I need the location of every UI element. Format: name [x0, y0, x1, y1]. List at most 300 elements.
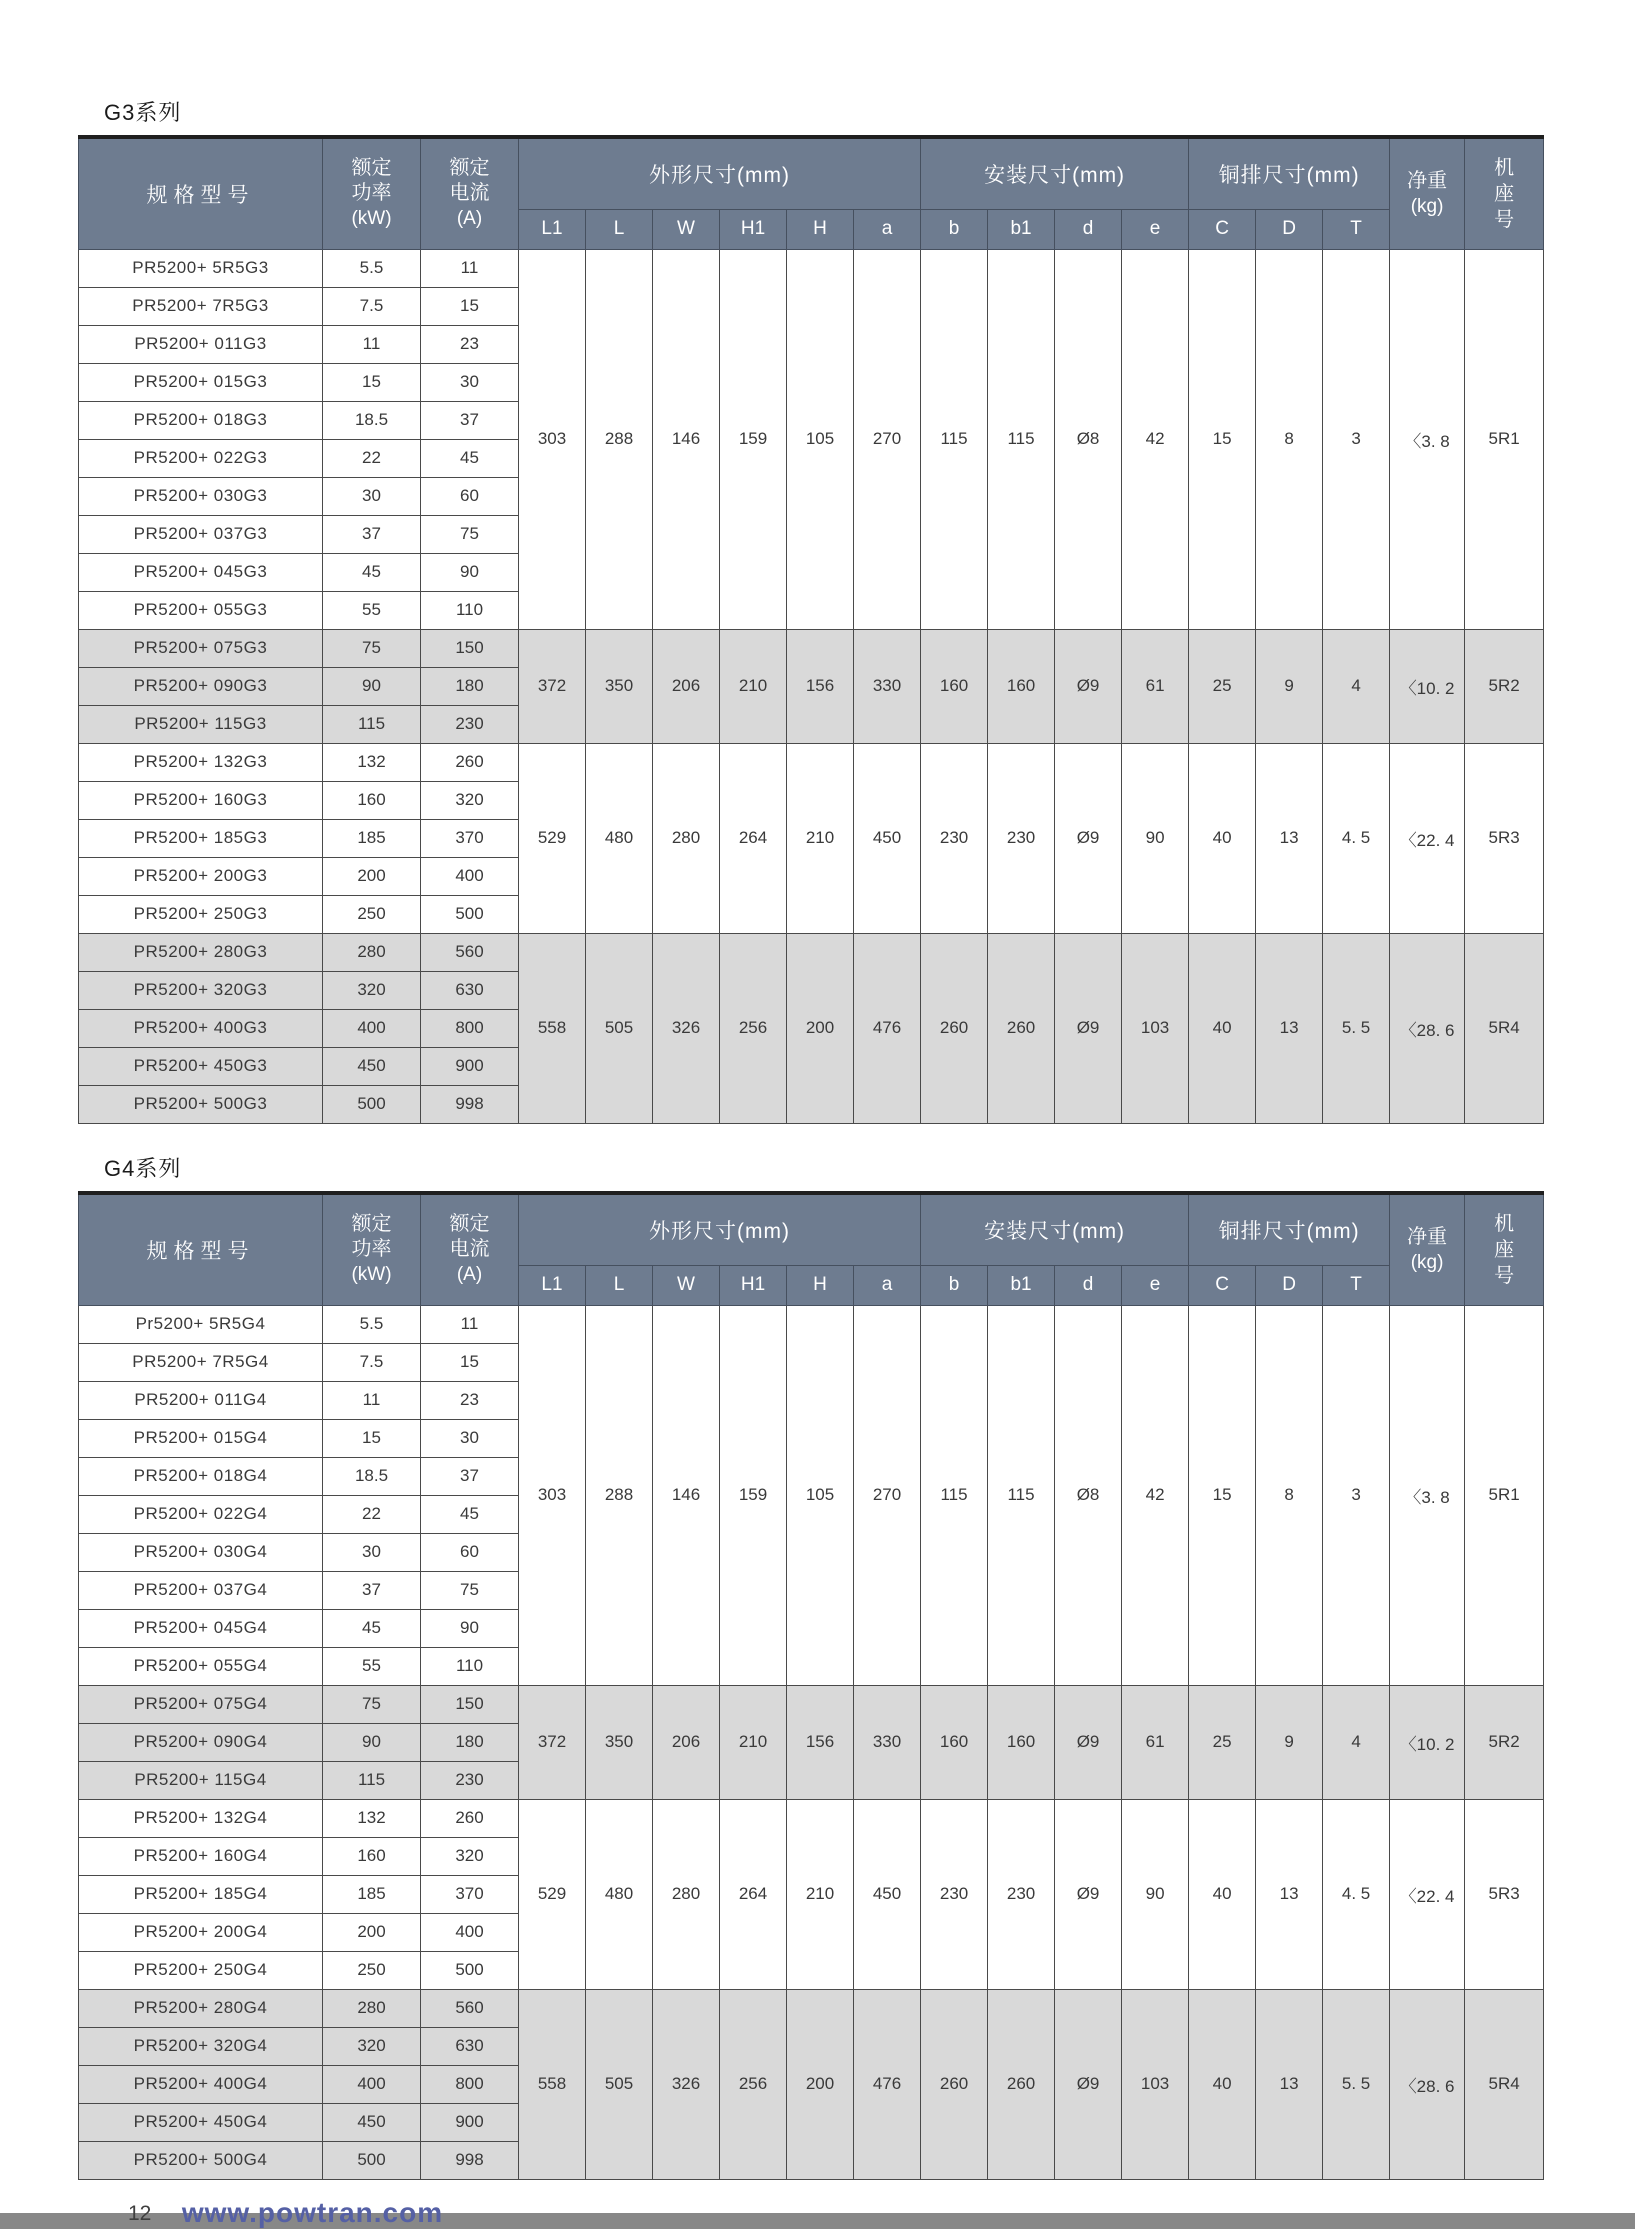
- model-cell: PR5200+ 500G4: [79, 2141, 323, 2179]
- col-header-h1: H1: [720, 1265, 787, 1305]
- merged-dim-cell: 256: [720, 1989, 787, 2179]
- model-cell: PR5200+ 160G3: [79, 781, 323, 819]
- current-cell: 500: [421, 895, 519, 933]
- current-cell: 60: [421, 1533, 519, 1571]
- col-header-w: W: [653, 1265, 720, 1305]
- model-cell: PR5200+ 090G4: [79, 1723, 323, 1761]
- merged-dim-cell: 8: [1256, 1305, 1323, 1685]
- col-header-net-weight: [1390, 137, 1465, 249]
- col-header-d: D: [1256, 209, 1323, 249]
- col-header-net-weight-line: (kg): [1410, 195, 1444, 217]
- col-header-d: d: [1055, 209, 1122, 249]
- merged-dim-cell: 200: [787, 1989, 854, 2179]
- merged-dim-cell: 206: [653, 629, 720, 743]
- col-header-h: H: [787, 1265, 854, 1305]
- merged-dim-cell: 256: [720, 933, 787, 1123]
- current-cell: 260: [421, 1799, 519, 1837]
- col-header-b: b: [921, 209, 988, 249]
- current-cell: 998: [421, 1085, 519, 1123]
- merged-dim-cell: 210: [720, 629, 787, 743]
- power-cell: 250: [323, 1951, 421, 1989]
- col-header-l1: L1: [519, 1265, 586, 1305]
- merged-dim-cell: 160: [988, 629, 1055, 743]
- power-cell: 45: [323, 1609, 421, 1647]
- merged-dim-cell: 146: [653, 1305, 720, 1685]
- merged-dim-cell: 326: [653, 933, 720, 1123]
- merged-dim-cell: 9: [1256, 1685, 1323, 1799]
- current-cell: 90: [421, 553, 519, 591]
- current-cell: 800: [421, 2065, 519, 2103]
- current-cell: 11: [421, 249, 519, 287]
- merged-dim-cell: 115: [988, 1305, 1055, 1685]
- merged-dim-cell: 210: [720, 1685, 787, 1799]
- merged-dim-cell: Ø9: [1055, 743, 1122, 933]
- model-cell: PR5200+ 450G4: [79, 2103, 323, 2141]
- table-row: [79, 1685, 1544, 1723]
- merged-dim-cell: Ø8: [1055, 1305, 1122, 1685]
- merged-dim-cell: 〈10. 2: [1390, 1685, 1465, 1799]
- model-cell: PR5200+ 030G4: [79, 1533, 323, 1571]
- merged-dim-cell: 288: [586, 249, 653, 629]
- model-cell: PR5200+ 115G4: [79, 1761, 323, 1799]
- merged-dim-cell: 4. 5: [1323, 1799, 1390, 1989]
- current-cell: 260: [421, 743, 519, 781]
- power-cell: 55: [323, 591, 421, 629]
- merged-dim-cell: 280: [653, 1799, 720, 1989]
- table-row: [79, 933, 1544, 971]
- current-cell: 370: [421, 1875, 519, 1913]
- current-cell: 230: [421, 1761, 519, 1799]
- merged-dim-cell: 〈3. 8: [1390, 249, 1465, 629]
- col-header-l: L: [586, 1265, 653, 1305]
- power-cell: 11: [323, 1381, 421, 1419]
- merged-dim-cell: 326: [653, 1989, 720, 2179]
- merged-dim-cell: 270: [854, 1305, 921, 1685]
- merged-dim-cell: 25: [1189, 629, 1256, 743]
- power-cell: 7.5: [323, 287, 421, 325]
- model-cell: PR5200+ 280G4: [79, 1989, 323, 2027]
- current-cell: 560: [421, 933, 519, 971]
- power-cell: 280: [323, 1989, 421, 2027]
- g3-section: [78, 96, 1544, 1124]
- merged-dim-cell: 288: [586, 1305, 653, 1685]
- merged-dim-cell: 40: [1189, 1989, 1256, 2179]
- merged-dim-cell: 5R4: [1465, 933, 1544, 1123]
- current-cell: 75: [421, 515, 519, 553]
- col-header-rated-power-line: 额定: [351, 157, 392, 180]
- merged-dim-cell: 280: [653, 743, 720, 933]
- merged-dim-cell: 529: [519, 743, 586, 933]
- merged-dim-cell: 476: [854, 933, 921, 1123]
- current-cell: 23: [421, 1381, 519, 1419]
- model-cell: PR5200+ 018G4: [79, 1457, 323, 1495]
- model-cell: Pr5200+ 5R5G4: [79, 1305, 323, 1343]
- merged-dim-cell: 505: [586, 933, 653, 1123]
- power-cell: 500: [323, 1085, 421, 1123]
- header-row-groups: [79, 137, 1544, 209]
- power-cell: 37: [323, 1571, 421, 1609]
- merged-dim-cell: 115: [988, 249, 1055, 629]
- merged-dim-cell: 25: [1189, 1685, 1256, 1799]
- model-cell: PR5200+ 400G3: [79, 1009, 323, 1047]
- col-header-frame-size-line: 号: [1494, 208, 1515, 231]
- table-row: [79, 629, 1544, 667]
- merged-dim-cell: 303: [519, 249, 586, 629]
- model-cell: PR5200+ 132G4: [79, 1799, 323, 1837]
- merged-dim-cell: 450: [854, 1799, 921, 1989]
- col-header-model: 规格型号: [79, 137, 323, 249]
- col-header-rated-current: [421, 1193, 519, 1305]
- merged-dim-cell: 206: [653, 1685, 720, 1799]
- merged-dim-cell: 42: [1122, 249, 1189, 629]
- model-cell: PR5200+ 160G4: [79, 1837, 323, 1875]
- merged-dim-cell: 〈10. 2: [1390, 629, 1465, 743]
- current-cell: 90: [421, 1609, 519, 1647]
- col-header-mounting-dims: 安装尺寸(mm): [921, 1193, 1189, 1265]
- merged-dim-cell: 105: [787, 249, 854, 629]
- table-body: [79, 1305, 1544, 2179]
- current-cell: 900: [421, 2103, 519, 2141]
- power-cell: 90: [323, 667, 421, 705]
- g3-series-title: G3系列: [104, 100, 182, 125]
- power-cell: 185: [323, 819, 421, 857]
- current-cell: 370: [421, 819, 519, 857]
- power-cell: 22: [323, 1495, 421, 1533]
- page-footer: [128, 2197, 443, 2229]
- col-header-a: a: [854, 1265, 921, 1305]
- col-header-rated-power-line: 功率: [351, 182, 392, 205]
- current-cell: 180: [421, 1723, 519, 1761]
- table-body: [79, 249, 1544, 1123]
- page-number: 12: [128, 2202, 152, 2225]
- col-header-busbar-dims: 铜排尺寸(mm): [1189, 1193, 1390, 1265]
- merged-dim-cell: 230: [921, 743, 988, 933]
- col-header-d: D: [1256, 1265, 1323, 1305]
- merged-dim-cell: 115: [921, 249, 988, 629]
- current-cell: 150: [421, 629, 519, 667]
- model-cell: PR5200+ 450G3: [79, 1047, 323, 1085]
- merged-dim-cell: 5. 5: [1323, 933, 1390, 1123]
- power-cell: 15: [323, 1419, 421, 1457]
- col-header-frame-size-line: 机: [1494, 1212, 1515, 1235]
- col-header-e: e: [1122, 209, 1189, 249]
- model-cell: PR5200+ 320G4: [79, 2027, 323, 2065]
- g4-spec-table: [78, 1191, 1544, 2180]
- power-cell: 5.5: [323, 1305, 421, 1343]
- power-cell: 75: [323, 629, 421, 667]
- power-cell: 55: [323, 1647, 421, 1685]
- merged-dim-cell: 260: [988, 1989, 1055, 2179]
- merged-dim-cell: 5R2: [1465, 1685, 1544, 1799]
- merged-dim-cell: 480: [586, 1799, 653, 1989]
- model-cell: PR5200+ 090G3: [79, 667, 323, 705]
- model-cell: PR5200+ 400G4: [79, 2065, 323, 2103]
- g4-series-title: G4系列: [104, 1156, 182, 1181]
- current-cell: 30: [421, 363, 519, 401]
- model-cell: PR5200+ 132G3: [79, 743, 323, 781]
- col-header-c: C: [1189, 209, 1256, 249]
- merged-dim-cell: 105: [787, 1305, 854, 1685]
- model-cell: PR5200+ 075G3: [79, 629, 323, 667]
- merged-dim-cell: 160: [921, 629, 988, 743]
- merged-dim-cell: 5R1: [1465, 1305, 1544, 1685]
- merged-dim-cell: 5R2: [1465, 629, 1544, 743]
- power-cell: 15: [323, 363, 421, 401]
- col-header-mounting-dims: 安装尺寸(mm): [921, 137, 1189, 209]
- model-cell: PR5200+ 011G3: [79, 325, 323, 363]
- model-cell: PR5200+ 250G3: [79, 895, 323, 933]
- col-header-frame-size-line: 座: [1494, 1238, 1515, 1261]
- merged-dim-cell: 13: [1256, 743, 1323, 933]
- power-cell: 115: [323, 705, 421, 743]
- merged-dim-cell: 505: [586, 1989, 653, 2179]
- merged-dim-cell: 330: [854, 1685, 921, 1799]
- col-header-rated-power: [323, 137, 421, 249]
- col-header-w: W: [653, 209, 720, 249]
- power-cell: 37: [323, 515, 421, 553]
- col-header-rated-power-line: 功率: [351, 1238, 392, 1261]
- col-header-t: T: [1323, 1265, 1390, 1305]
- power-cell: 280: [323, 933, 421, 971]
- current-cell: 15: [421, 1343, 519, 1381]
- model-cell: PR5200+ 045G3: [79, 553, 323, 591]
- power-cell: 400: [323, 1009, 421, 1047]
- merged-dim-cell: 230: [988, 743, 1055, 933]
- col-header-rated-current-line: 额定: [449, 157, 490, 180]
- merged-dim-cell: 264: [720, 1799, 787, 1989]
- current-cell: 45: [421, 1495, 519, 1533]
- col-header-b1: b1: [988, 209, 1055, 249]
- power-cell: 30: [323, 477, 421, 515]
- website-text: www.powtran.com: [181, 2197, 444, 2228]
- merged-dim-cell: 330: [854, 629, 921, 743]
- merged-dim-cell: 5R3: [1465, 743, 1544, 933]
- merged-dim-cell: 61: [1122, 1685, 1189, 1799]
- col-header-busbar-dims: 铜排尺寸(mm): [1189, 137, 1390, 209]
- merged-dim-cell: 303: [519, 1305, 586, 1685]
- merged-dim-cell: 90: [1122, 1799, 1189, 1989]
- merged-dim-cell: 200: [787, 933, 854, 1123]
- col-header-rated-power-line: (kW): [351, 1264, 392, 1286]
- merged-dim-cell: Ø9: [1055, 1989, 1122, 2179]
- col-header-h: H: [787, 209, 854, 249]
- current-cell: 400: [421, 857, 519, 895]
- table-row: [79, 1989, 1544, 2027]
- merged-dim-cell: 〈28. 6: [1390, 933, 1465, 1123]
- merged-dim-cell: 5R4: [1465, 1989, 1544, 2179]
- col-header-outline-dims: 外形尺寸(mm): [519, 1193, 921, 1265]
- merged-dim-cell: 350: [586, 1685, 653, 1799]
- merged-dim-cell: Ø9: [1055, 629, 1122, 743]
- model-cell: PR5200+ 250G4: [79, 1951, 323, 1989]
- g4-section: [78, 1152, 1544, 2180]
- merged-dim-cell: 146: [653, 249, 720, 629]
- merged-dim-cell: 3: [1323, 249, 1390, 629]
- merged-dim-cell: 15: [1189, 1305, 1256, 1685]
- merged-dim-cell: 40: [1189, 933, 1256, 1123]
- merged-dim-cell: Ø9: [1055, 1799, 1122, 1989]
- current-cell: 110: [421, 591, 519, 629]
- current-cell: 30: [421, 1419, 519, 1457]
- model-cell: PR5200+ 115G3: [79, 705, 323, 743]
- power-cell: 400: [323, 2065, 421, 2103]
- current-cell: 800: [421, 1009, 519, 1047]
- current-cell: 180: [421, 667, 519, 705]
- model-cell: PR5200+ 5R5G3: [79, 249, 323, 287]
- current-cell: 11: [421, 1305, 519, 1343]
- power-cell: 18.5: [323, 1457, 421, 1495]
- power-cell: 5.5: [323, 249, 421, 287]
- current-cell: 320: [421, 1837, 519, 1875]
- merged-dim-cell: Ø8: [1055, 249, 1122, 629]
- power-cell: 320: [323, 2027, 421, 2065]
- model-cell: PR5200+ 037G4: [79, 1571, 323, 1609]
- merged-dim-cell: 260: [921, 1989, 988, 2179]
- merged-dim-cell: 4. 5: [1323, 743, 1390, 933]
- model-cell: PR5200+ 200G4: [79, 1913, 323, 1951]
- col-header-frame-size: [1465, 1193, 1544, 1305]
- col-header-b1: b1: [988, 1265, 1055, 1305]
- power-cell: 200: [323, 1913, 421, 1951]
- merged-dim-cell: 160: [921, 1685, 988, 1799]
- merged-dim-cell: 558: [519, 933, 586, 1123]
- merged-dim-cell: 160: [988, 1685, 1055, 1799]
- model-cell: PR5200+ 7R5G4: [79, 1343, 323, 1381]
- table-row: [79, 1305, 1544, 1343]
- model-cell: PR5200+ 200G3: [79, 857, 323, 895]
- col-header-rated-power-line: (kW): [351, 208, 392, 230]
- power-cell: 250: [323, 895, 421, 933]
- merged-dim-cell: 103: [1122, 933, 1189, 1123]
- power-cell: 18.5: [323, 401, 421, 439]
- merged-dim-cell: 103: [1122, 1989, 1189, 2179]
- merged-dim-cell: 40: [1189, 743, 1256, 933]
- merged-dim-cell: 159: [720, 249, 787, 629]
- current-cell: 998: [421, 2141, 519, 2179]
- col-header-rated-current-line: (A): [456, 208, 483, 230]
- merged-dim-cell: 90: [1122, 743, 1189, 933]
- power-cell: 7.5: [323, 1343, 421, 1381]
- merged-dim-cell: 529: [519, 1799, 586, 1989]
- model-cell: PR5200+ 7R5G3: [79, 287, 323, 325]
- current-cell: 15: [421, 287, 519, 325]
- col-header-outline-dims: 外形尺寸(mm): [519, 137, 921, 209]
- model-cell: PR5200+ 037G3: [79, 515, 323, 553]
- current-cell: 60: [421, 477, 519, 515]
- merged-dim-cell: 〈28. 6: [1390, 1989, 1465, 2179]
- current-cell: 37: [421, 401, 519, 439]
- current-cell: 75: [421, 1571, 519, 1609]
- table-header: [79, 1193, 1544, 1305]
- col-header-net-weight: [1390, 1193, 1465, 1305]
- col-header-net-weight-line: 净重: [1407, 169, 1448, 192]
- merged-dim-cell: 476: [854, 1989, 921, 2179]
- g3-spec-table: [78, 135, 1544, 1124]
- merged-dim-cell: 480: [586, 743, 653, 933]
- col-header-frame-size-line: 机: [1494, 156, 1515, 179]
- power-cell: 450: [323, 2103, 421, 2141]
- table-header: [79, 137, 1544, 249]
- merged-dim-cell: 〈22. 4: [1390, 1799, 1465, 1989]
- model-cell: PR5200+ 185G3: [79, 819, 323, 857]
- current-cell: 150: [421, 1685, 519, 1723]
- merged-dim-cell: 〈22. 4: [1390, 743, 1465, 933]
- merged-dim-cell: 558: [519, 1989, 586, 2179]
- model-cell: PR5200+ 055G3: [79, 591, 323, 629]
- col-header-c: C: [1189, 1265, 1256, 1305]
- power-cell: 500: [323, 2141, 421, 2179]
- merged-dim-cell: 372: [519, 1685, 586, 1799]
- col-header-b: b: [921, 1265, 988, 1305]
- power-cell: 132: [323, 1799, 421, 1837]
- power-cell: 200: [323, 857, 421, 895]
- model-cell: PR5200+ 015G3: [79, 363, 323, 401]
- current-cell: 320: [421, 781, 519, 819]
- model-cell: PR5200+ 185G4: [79, 1875, 323, 1913]
- col-header-l1: L1: [519, 209, 586, 249]
- merged-dim-cell: 13: [1256, 1989, 1323, 2179]
- merged-dim-cell: 5R3: [1465, 1799, 1544, 1989]
- merged-dim-cell: 450: [854, 743, 921, 933]
- power-cell: 160: [323, 1837, 421, 1875]
- power-cell: 115: [323, 1761, 421, 1799]
- col-header-net-weight-line: 净重: [1407, 1225, 1448, 1248]
- col-header-rated-current-line: (A): [456, 1264, 483, 1286]
- power-cell: 160: [323, 781, 421, 819]
- merged-dim-cell: 350: [586, 629, 653, 743]
- current-cell: 560: [421, 1989, 519, 2027]
- merged-dim-cell: 5R1: [1465, 249, 1544, 629]
- merged-dim-cell: 8: [1256, 249, 1323, 629]
- model-cell: PR5200+ 075G4: [79, 1685, 323, 1723]
- merged-dim-cell: 159: [720, 1305, 787, 1685]
- model-cell: PR5200+ 030G3: [79, 477, 323, 515]
- merged-dim-cell: 210: [787, 1799, 854, 1989]
- col-header-rated-current-line: 额定: [449, 1213, 490, 1236]
- merged-dim-cell: 230: [988, 1799, 1055, 1989]
- power-cell: 22: [323, 439, 421, 477]
- model-cell: PR5200+ 045G4: [79, 1609, 323, 1647]
- col-header-net-weight-line: (kg): [1410, 1251, 1444, 1273]
- col-header-frame-size: [1465, 137, 1544, 249]
- power-cell: 185: [323, 1875, 421, 1913]
- merged-dim-cell: 260: [921, 933, 988, 1123]
- power-cell: 90: [323, 1723, 421, 1761]
- col-header-t: T: [1323, 209, 1390, 249]
- model-cell: PR5200+ 280G3: [79, 933, 323, 971]
- power-cell: 320: [323, 971, 421, 1009]
- merged-dim-cell: 115: [921, 1305, 988, 1685]
- merged-dim-cell: 〈3. 8: [1390, 1305, 1465, 1685]
- col-header-a: a: [854, 209, 921, 249]
- current-cell: 900: [421, 1047, 519, 1085]
- col-header-h1: H1: [720, 209, 787, 249]
- current-cell: 630: [421, 2027, 519, 2065]
- table-row: [79, 1799, 1544, 1837]
- power-cell: 45: [323, 553, 421, 591]
- model-cell: PR5200+ 500G3: [79, 1085, 323, 1123]
- merged-dim-cell: 270: [854, 249, 921, 629]
- current-cell: 400: [421, 1913, 519, 1951]
- merged-dim-cell: 230: [921, 1799, 988, 1989]
- col-header-rated-current: [421, 137, 519, 249]
- current-cell: 37: [421, 1457, 519, 1495]
- col-header-frame-size-line: 号: [1494, 1264, 1515, 1287]
- merged-dim-cell: Ø9: [1055, 933, 1122, 1123]
- merged-dim-cell: 40: [1189, 1799, 1256, 1989]
- col-header-e: e: [1122, 1265, 1189, 1305]
- col-header-model: 规格型号: [79, 1193, 323, 1305]
